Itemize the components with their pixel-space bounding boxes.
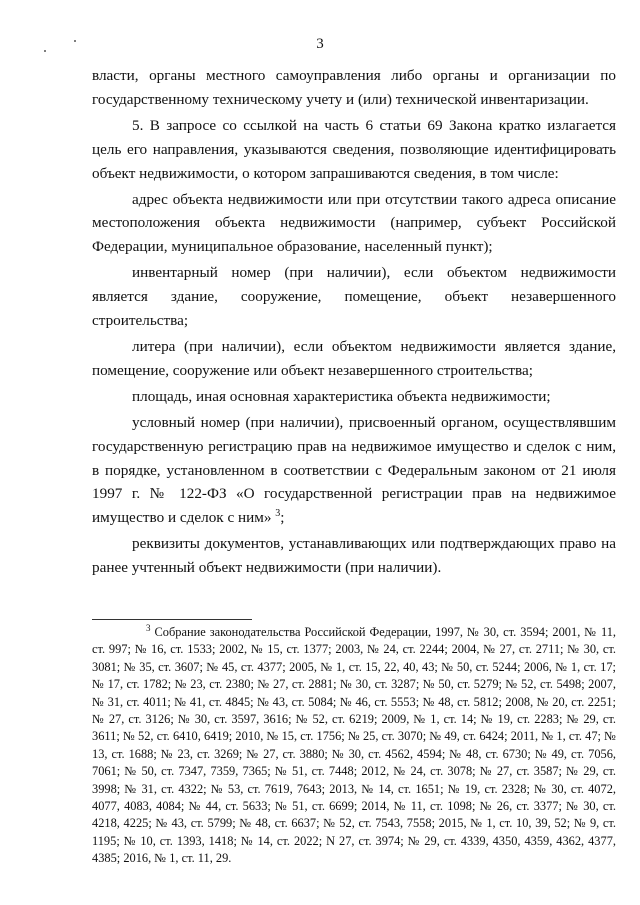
document-body <box>92 64 616 580</box>
paragraph-continuation: власти, органы местного самоуправления либо органы и организации по государственному техническому учету и (или) технической инвентаризации. <box>92 67 616 108</box>
footnote-separator <box>92 619 252 620</box>
paragraph-conditional-number-text: условный номер (при наличии), присвоенный органом, осуществлявшим государственную регистрацию прав на недвижимое имущество и сделок с ним, в порядке, установленном в соответствии с Федеральным законом от 21 июля 1997 г. № 122-ФЗ «О государственной регистрации прав на недвижимое имущество и сделок с ним» <box>92 413 616 527</box>
footnote-text: Собрание законодательства Российской Федерации, 1997, № 30, ст. 3594; 2001, № 11, ст. 997; № 16, ст. 1533; 2002, № 15, ст. 1377; 2003, № 24, ст. 2244; 2004, № 27, ст. 2711; № 30, ст. 3081; № 35, ст. 3607; № 45, ст. 4377; 2005, № 1, ст. 15, 22, 40, 43; № 50, ст. 5244; 2006, № 1, ст. 17; № 17, ст. 1782; № 23, ст. 2380; № 27, ст. 2881; № 30, ст. 3287; № 50, ст. 5279; № 52, ст. 5498; 2007, № 31, ст. 4011; № 41, ст. 4845; № 43, ст. 5084; № 46, ст. 5553; № 48, ст. 5812; 2008, № 20, ст. 2251; № 27, ст. 3126; № 30, ст. 3597, 3616; № 52, ст. 6219; 2009, № 1, ст. 14; № 19, ст. 2283; № 29, ст. 3611; № 52, ст. 6410, 6419; 2010, № 15, ст. 1756; № 25, ст. 3070; № 49, ст. 6424; 2011, № 1, ст. 47; № 13, ст. 1688; № 23, ст. 3269; № 27, ст. 3880; № 30, ст. 4562, 4594; № 48, ст. 6730; № 49, ст. 7056, 7061; № 50, ст. 7347, 7359, 7365; № 51, ст. 7448; 2012, № 24, ст. 3078; № 27, ст. 3587; № 29, ст. 3998; № 31, ст. 4322; № 53, ст. 7619, 7643; 2013, № 14, ст. 1651; № 19, ст. 2328; № 30, ст. 4072, 4077, 4083, 4084; № 44, ст. 5633; № 51, ст. 6699; 2014, № 11, ст. 1098; № 26, ст. 3377; № 30, ст. 4218, 4225; № 43, ст. 5799; № 48, ст. 6637; № 52, ст. 7543, 7558; 2015, № 1, ст. 10, 39, 52; № 9, ст. 1195; № 10, ст. 1393, 1418; № 14, ст. 2022; N 27, ст. 3974; № 29, ст. 4339, 4350, 4359, 4362, 4377, 4385; 2016, № 1, ст. 11, 29. <box>92 625 616 866</box>
paragraph-document-details: реквизиты документов, устанавливающих или подтверждающих право на ранее учтенный объект недвижимости (при наличии). <box>92 535 616 577</box>
footnote-number: 3 <box>146 622 151 633</box>
page-number: 3 <box>316 36 324 52</box>
paragraph-address: адрес объекта недвижимости или при отсутствии такого адреса описание местоположения объекта недвижимости (например, субъект Российской Федерации, муниципальное образование, населенный пункт); <box>92 190 616 256</box>
paragraph-5: 5. В запросе со ссылкой на часть 6 статьи 69 Закона кратко излагается цель его направления, указываются сведения, позволяющие идентифицировать объект недвижимости, о котором запрашиваются сведения, в том числе: <box>92 116 616 182</box>
paragraph-area: площадь, иная основная характеристика объекта недвижимости; <box>132 387 551 405</box>
paragraph-inventory-number: инвентарный номер (при наличии), если объектом недвижимости является здание, сооружение, помещение, объект незавершенного строительства; <box>92 264 616 330</box>
paragraph-conditional-number <box>92 411 616 531</box>
footnote <box>92 624 616 868</box>
footnote-reference[interactable]: 3 <box>275 508 281 520</box>
paragraph-conditional-number-tail: ; <box>280 509 285 527</box>
paragraph-litera: литера (при наличии), если объектом недвижимости является здание, помещение, сооружение или объект незавершенного строительства; <box>92 337 616 379</box>
